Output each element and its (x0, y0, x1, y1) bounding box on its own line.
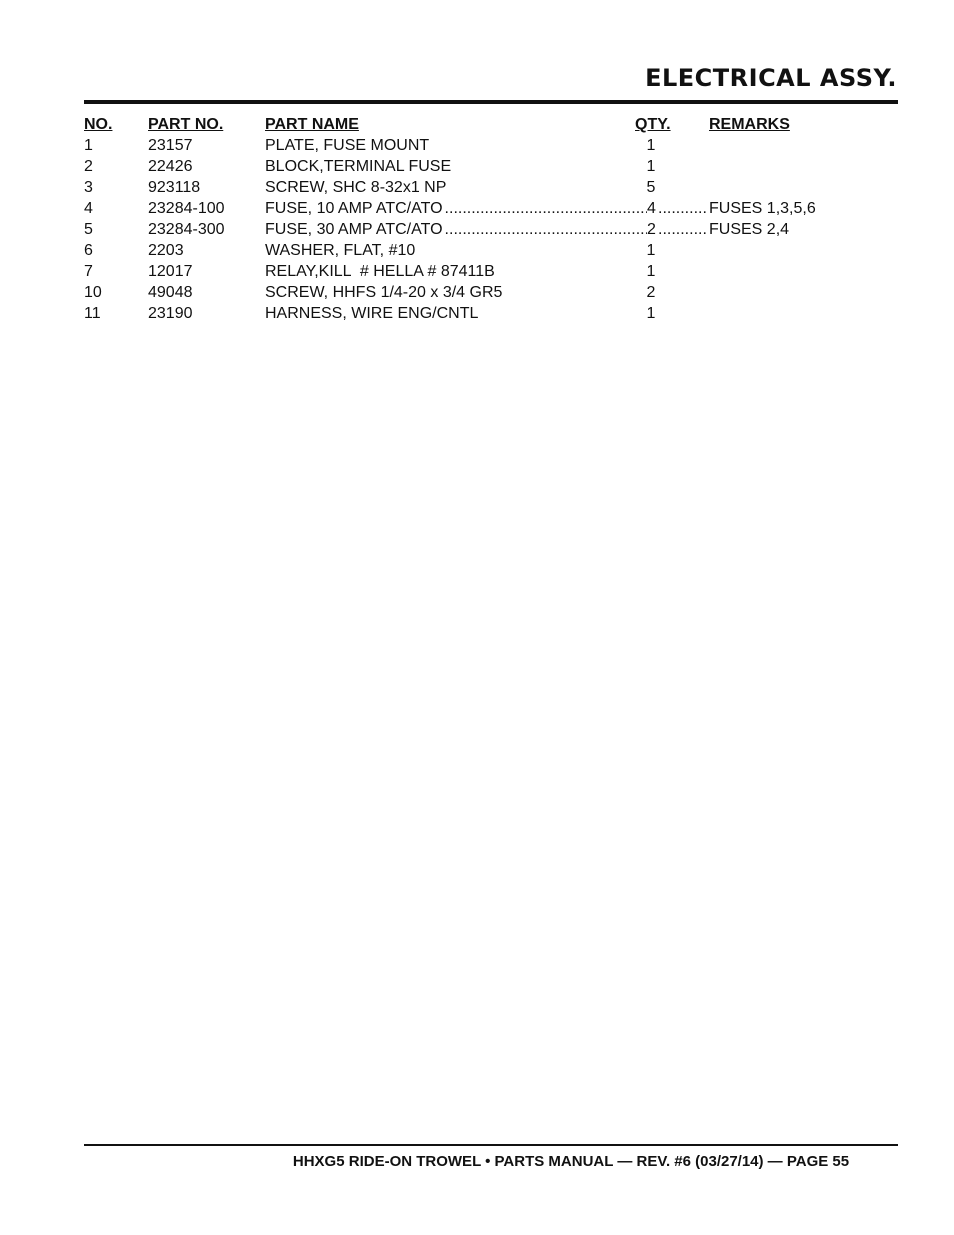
item-no: 7 (84, 263, 93, 280)
item-no: 3 (84, 179, 93, 196)
qty: 1 (646, 158, 656, 175)
table-row (84, 135, 898, 156)
part-name: SCREW, SHC 8-32x1 NP (265, 179, 447, 196)
dot-leader (658, 198, 707, 219)
qty: 1 (646, 242, 656, 259)
item-no: 10 (84, 284, 102, 301)
column-header-qty: QTY. (635, 116, 671, 133)
item-no: 1 (84, 137, 93, 154)
parts-table (84, 114, 898, 324)
qty: 2 (647, 221, 656, 238)
part-no: 12017 (148, 263, 193, 280)
part-name: RELAY,KILL # HELLA # 87411B (265, 263, 495, 280)
part-name-leader (265, 198, 647, 219)
qty: 2 (646, 284, 656, 301)
part-no: 23157 (148, 137, 193, 154)
part-no: 923118 (148, 179, 201, 196)
table-row (84, 282, 898, 303)
qty: 1 (646, 137, 656, 154)
part-name: HARNESS, WIRE ENG/CNTL (265, 305, 479, 322)
part-name-leader (265, 219, 647, 240)
qty: 1 (646, 263, 656, 280)
part-no: 2203 (148, 242, 184, 259)
part-no: 49048 (148, 284, 193, 301)
dot-leader (443, 219, 647, 240)
part-name: SCREW, HHFS 1/4-20 x 3/4 GR5 (265, 284, 503, 301)
part-no: 23284-300 (148, 221, 225, 238)
table-row (84, 240, 898, 261)
part-name: BLOCK,TERMINAL FUSE (265, 158, 452, 175)
table-row (84, 198, 898, 219)
table-row (84, 156, 898, 177)
table-header-row (84, 114, 898, 135)
part-no: 23190 (148, 305, 193, 322)
part-name: PLATE, FUSE MOUNT (265, 137, 430, 154)
qty: 1 (646, 305, 656, 322)
column-header-part-name: PART NAME (265, 116, 359, 133)
column-header-remarks: REMARKS (709, 116, 790, 133)
page-title: ELECTRICAL ASSY. (645, 64, 897, 92)
page-footer: HHXG5 RIDE-ON TROWEL • PARTS MANUAL — REV. #6 (03/27/14) — PAGE 55 (292, 1153, 850, 1170)
table-row (84, 261, 898, 282)
table-row (84, 219, 898, 240)
qty: 4 (647, 200, 656, 217)
remarks: FUSES 2,4 (709, 221, 790, 238)
footer-divider (84, 1144, 898, 1146)
part-name: FUSE, 30 AMP ATC/ATO (265, 221, 443, 238)
item-no: 11 (84, 305, 101, 322)
item-no: 2 (84, 158, 93, 175)
part-no: 22426 (148, 158, 193, 175)
title-divider (84, 100, 898, 104)
column-header-part-no: PART NO. (148, 116, 224, 133)
part-name: FUSE, 10 AMP ATC/ATO (265, 200, 443, 217)
item-no: 5 (84, 221, 93, 238)
dot-leader (443, 198, 647, 219)
item-no: 4 (84, 200, 93, 217)
table-row (84, 303, 898, 324)
part-name: WASHER, FLAT, #10 (265, 242, 416, 259)
table-row (84, 177, 898, 198)
dot-leader (658, 219, 707, 240)
item-no: 6 (84, 242, 93, 259)
part-no: 23284-100 (148, 200, 225, 217)
remarks: FUSES 1,3,5,6 (709, 200, 816, 217)
column-header-no: NO. (84, 116, 113, 133)
qty: 5 (646, 179, 656, 196)
